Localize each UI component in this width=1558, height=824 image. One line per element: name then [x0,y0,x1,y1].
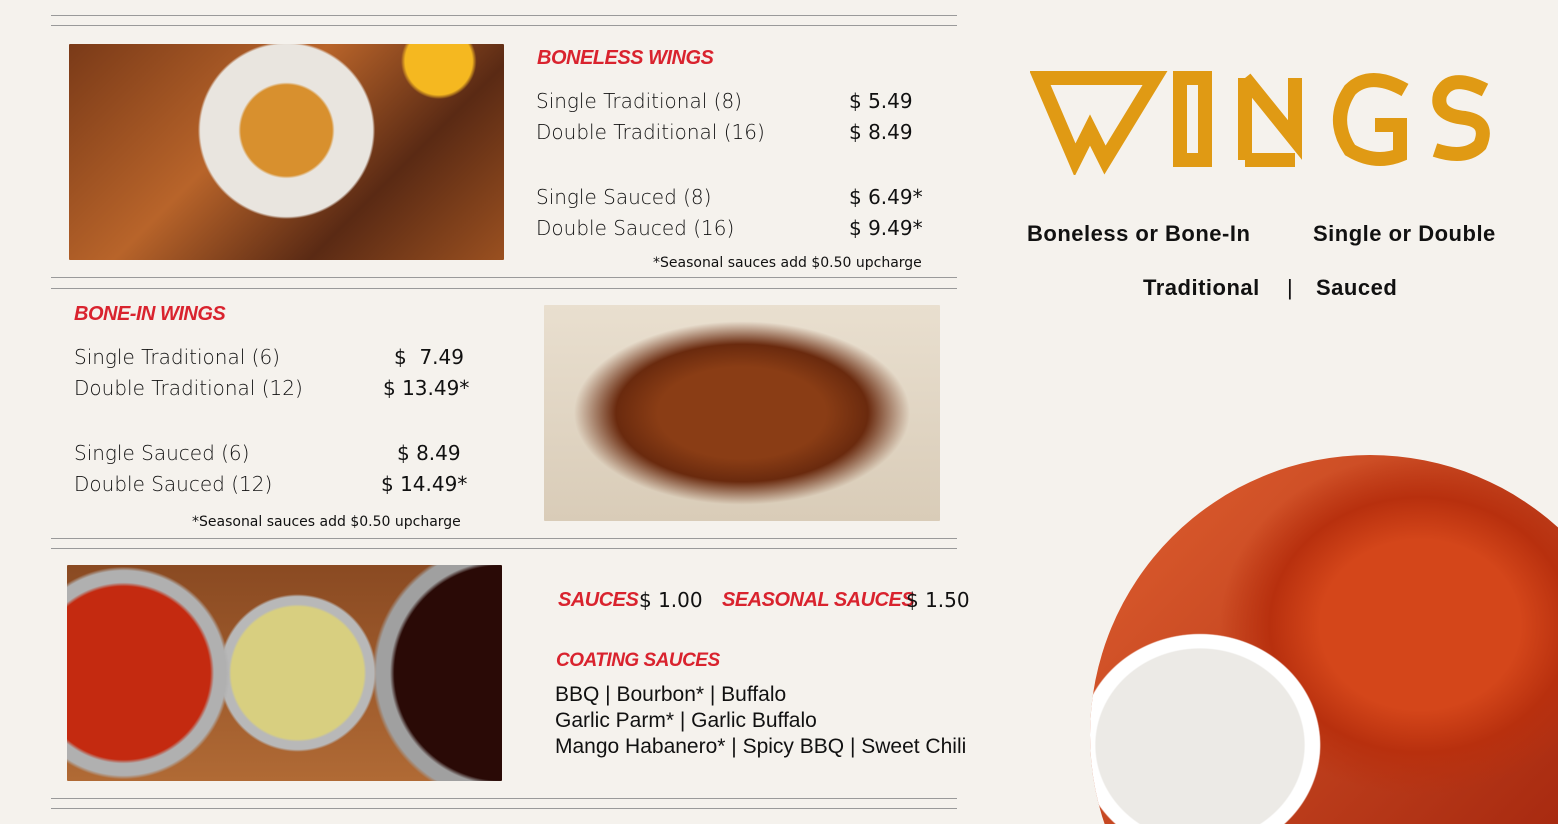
wings-title-logo [1030,60,1500,175]
menu-item: Double Traditional (16) [536,120,765,144]
divider [51,538,957,539]
coating-sauce-list: BBQ | Bourbon* | Buffalo [555,683,787,706]
menu-item: Double Sauced (16) [536,216,735,240]
coating-sauce-list: Mango Habanero* | Spicy BBQ | Sweet Chili [555,735,967,758]
coating-sauce-list: Garlic Parm* | Garlic Buffalo [555,709,817,732]
menu-item: Double Traditional (12) [74,376,303,400]
tagline-boneless-bone-in: Boneless or Bone-In [1027,221,1251,246]
menu-price: $ 6.49* [849,185,923,209]
menu-price: $ 7.49 [394,345,464,369]
upcharge-note: *Seasonal sauces add $0.50 upcharge [192,514,461,530]
divider [51,277,957,278]
divider [51,808,957,809]
bone-in-heading: BONE-IN WINGS [74,303,226,325]
sauce-cups-photo [67,565,502,781]
menu-price: $ 9.49* [849,216,923,240]
menu-price: $ 8.49 [397,441,461,465]
menu-price: $ 8.49 [849,120,913,144]
divider [51,25,957,26]
upcharge-note: *Seasonal sauces add $0.50 upcharge [653,255,922,271]
coating-sauces-heading: COATING SAUCES [556,650,720,671]
divider [51,288,957,289]
menu-item: Single Sauced (8) [536,185,712,209]
wings-ranch-photo [1090,455,1558,824]
tagline-sauced: Sauced [1316,275,1398,300]
boneless-heading: BONELESS WINGS [537,47,714,69]
seasonal-sauces-price: $ 1.50 [906,588,970,612]
boneless-wings-photo [69,44,504,260]
sauces-price: $ 1.00 [639,588,703,612]
sauces-label: SAUCES [558,589,639,611]
tagline-traditional: Traditional [1143,275,1260,300]
menu-item: Single Traditional (8) [536,89,742,113]
bone-in-wings-photo [544,305,940,521]
seasonal-sauces-label: SEASONAL SAUCES [722,589,915,611]
menu-price: $ 5.49 [849,89,913,113]
menu-price: $ 14.49* [381,472,468,496]
menu-item: Single Traditional (6) [74,345,280,369]
menu-item: Double Sauced (12) [74,472,273,496]
divider [51,798,957,799]
tagline-single-double: Single or Double [1313,221,1496,246]
menu-price: $ 13.49* [383,376,470,400]
tagline-separator: | [1287,275,1294,300]
menu-item: Single Sauced (6) [74,441,250,465]
divider [51,15,957,16]
divider [51,548,957,549]
